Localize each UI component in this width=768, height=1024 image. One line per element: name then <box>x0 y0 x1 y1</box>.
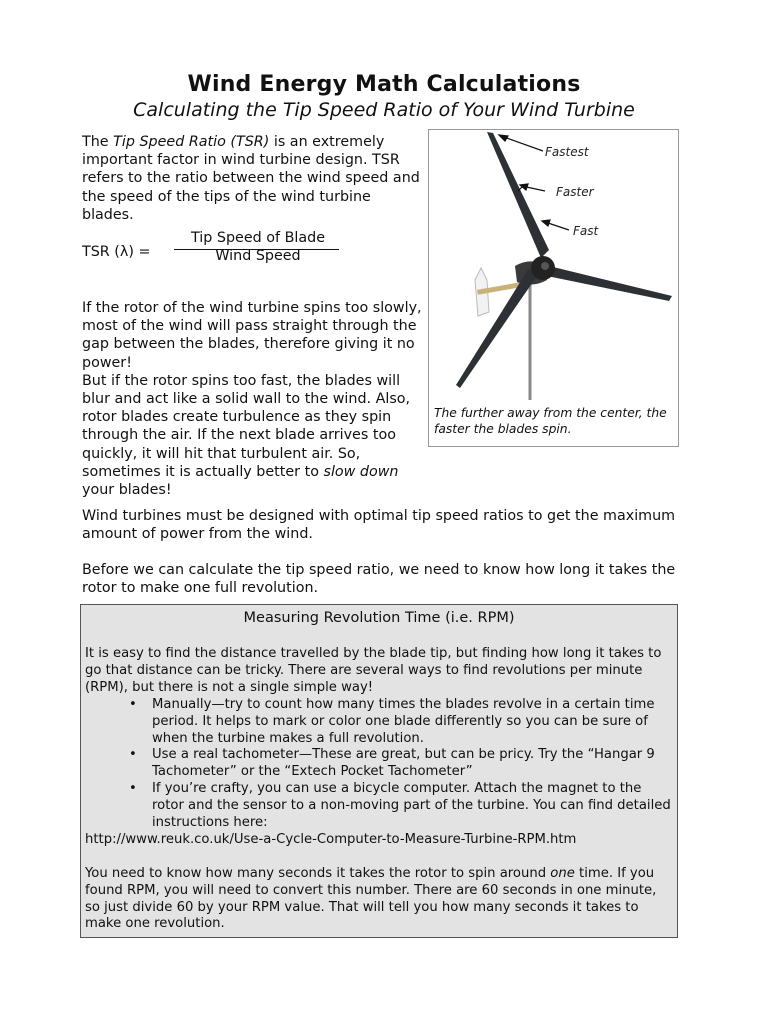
method-bicycle-computer: If you’re crafty, you can use a bicycle computer. Attach the magnet to the rotor and the sensor to a non-moving part of the turbine. You can find detailed instructions here: <box>152 780 671 830</box>
rotor-slow-text: If the rotor of the wind turbine spins too slowly, most of the wind will pass straight through the gap between the blades, therefore giving it no power! <box>82 300 422 371</box>
bullet-icon: • <box>129 780 137 796</box>
method-manual: Manually—try to count how many times the blades revolve in a certain time period. It helps to mark or color one blade differently so you can be sure of when the turbine makes a full revolution. <box>152 697 655 746</box>
conversion-text-2: time. If you found RPM, you will need to convert this number. There are 60 seconds in one minute, so just divide 60 by your RPM value. That will tell you how many seconds it takes to make one revolution. <box>85 866 657 932</box>
intro-paragraph <box>82 133 426 224</box>
one-emphasis: one <box>550 866 575 881</box>
bullet-icon: • <box>129 747 137 763</box>
box-title: Measuring Revolution Time (i.e. RPM) <box>243 610 515 626</box>
page-title: Wind Energy Math Calculations <box>187 72 581 97</box>
rotor-fast-text <box>82 372 426 499</box>
rotor-fast-main: But if the rotor spins too fast, the blades will blur and act like a solid wall to the wind. Also, rotor blades create turbulence as they spin through the air. If the next blade arrives too quickly, it will hit that turbulent air. So, sometimes it is actually better to <box>82 372 411 480</box>
method-tachometer: Use a real tachometer—These are great, but can be pricy. Try the “Hangar 9 Tachometer” or the “Extech Pocket Tachometer” <box>152 747 655 780</box>
label-faster: Faster <box>556 185 594 199</box>
rotor-speed-paragraph <box>82 299 426 499</box>
list-item <box>85 781 671 831</box>
intro-prefix: The <box>82 134 114 150</box>
rotor-fast-end: your blades! <box>82 482 172 499</box>
intro-term: Tip Speed Ratio (TSR) <box>113 134 270 150</box>
conversion-paragraph <box>85 866 671 933</box>
instructions-url[interactable]: http://www.reuk.co.uk/Use-a-Cycle-Computer-to-Measure-Turbine-RPM.htm <box>85 832 577 847</box>
wind-turbine-illustration <box>429 130 678 400</box>
label-fastest: Fastest <box>545 145 589 159</box>
list-item <box>85 697 671 747</box>
rpm-info-box <box>80 604 678 938</box>
page-subtitle: Calculating the Tip Speed Ratio of Your Wind Turbine <box>133 99 635 121</box>
intro-rest: is an extremely important factor in wind turbine design. TSR refers to the ratio between the wind speed and the speed of the tips of the wind turbine blades. <box>82 134 420 223</box>
bullet-icon: • <box>129 697 137 712</box>
figure-caption: The further away from the center, the faster the blades spin. <box>434 406 667 436</box>
slow-down-emphasis: slow down <box>323 463 399 480</box>
revolution-paragraph: Before we can calculate the tip speed ratio, we need to know how long it takes the rotor to make one full revolution. <box>82 562 676 597</box>
method-list <box>85 697 671 831</box>
list-item <box>85 747 671 781</box>
wind-turbine-figure <box>428 129 679 447</box>
formula-lhs: TSR (λ) = <box>82 244 151 260</box>
formula-numerator: Tip Speed of Blade <box>191 230 325 246</box>
conversion-text-1: You need to know how many seconds it takes the rotor to spin around <box>85 866 551 881</box>
optimal-tsr-paragraph: Wind turbines must be designed with optimal tip speed ratios to get the maximum amount of power from the wind. <box>82 508 676 543</box>
formula-denominator: Wind Speed <box>215 248 301 264</box>
tsr-formula <box>82 230 382 270</box>
box-intro: It is easy to find the distance travelled by the blade tip, but finding how long it takes to go that distance can be tricky. There are several ways to find revolutions per minute (RPM), but there is not a single simple way! <box>85 646 662 695</box>
label-fast: Fast <box>573 224 599 238</box>
